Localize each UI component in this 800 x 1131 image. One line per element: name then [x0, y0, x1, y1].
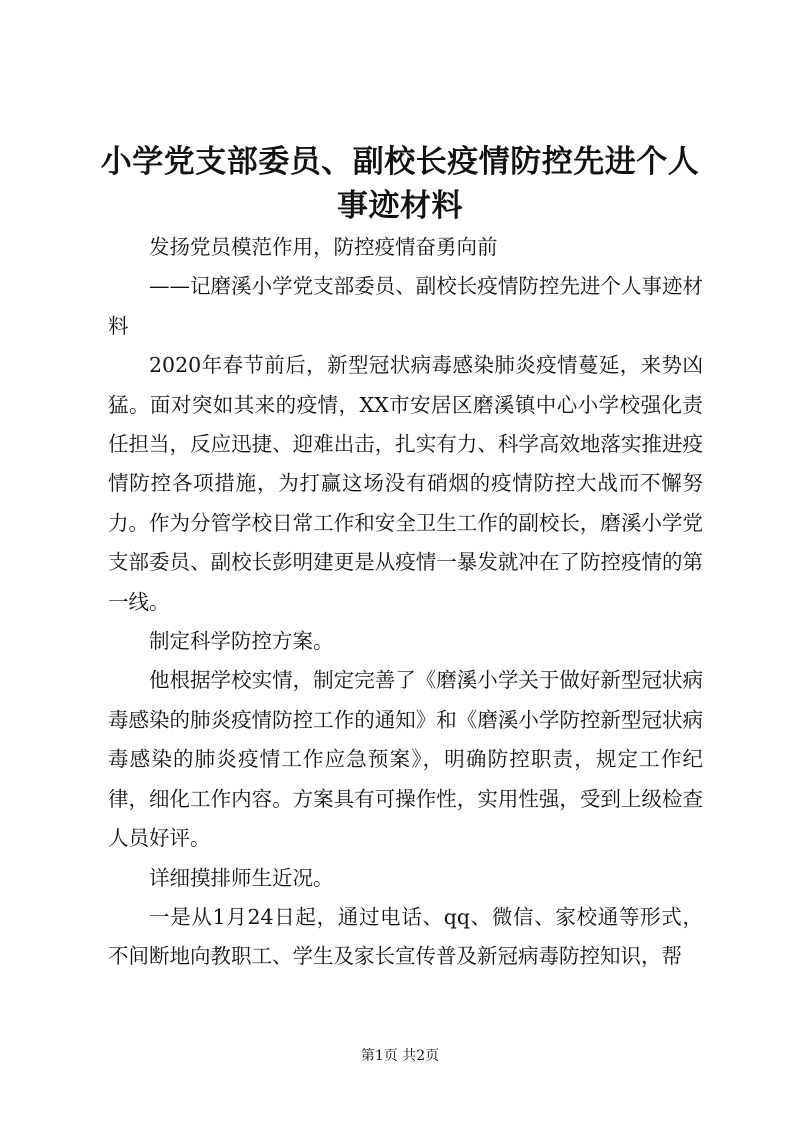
subtitle-paragraph: 发扬党员模范作用，防控疫情奋勇向前	[149, 235, 498, 259]
page-footer: 第1页 共2页	[360, 1048, 440, 1064]
section-heading-paragraph: 详细摸排师生近况。	[149, 865, 334, 890]
body-paragraph: 一是从1月24日起，通过电话、qq、微信、家校通等形式，不间断地向教职工、学生及家长宣传普及新冠病毒防控知识，帮	[108, 904, 703, 969]
document-title: 小学党支部委员、副校长疫情防控先进个人事迹材料	[100, 144, 700, 224]
document-body	[108, 228, 703, 977]
byline-paragraph: ——记磨溪小学党支部委员、副校长疫情防控先进个人事迹材料	[108, 274, 703, 338]
section-heading-paragraph: 制定科学防控方案。	[149, 629, 334, 654]
body-paragraph: 2020年春节前后，新型冠状病毒感染肺炎疫情蔓延，来势凶猛。面对突如其来的疫情，XX市安居区磨溪镇中心小学校强化责任担当，反应迅捷、迎难出击，扎实有力、科学高效地落实推进疫情防控各项措施，为打赢这场没有硝烟的疫情防控大战而不懈努力。作为分管学校日常工作和安全卫生工作的副校长，磨溪小学党支部委员、副校长彭明建更是从疫情一暴发就冲在了防控疫情的第一线。	[108, 353, 703, 614]
body-paragraph: 他根据学校实情，制定完善了《磨溪小学关于做好新型冠状病毒感染的肺炎疫情防控工作的通知》和《磨溪小学防控新型冠状病毒感染的肺炎疫情工作应急预案》，明确防控职责，规定工作纪律，细化工作内容。方案具有可操作性，实用性强，受到上级检查人员好评。	[108, 668, 703, 851]
